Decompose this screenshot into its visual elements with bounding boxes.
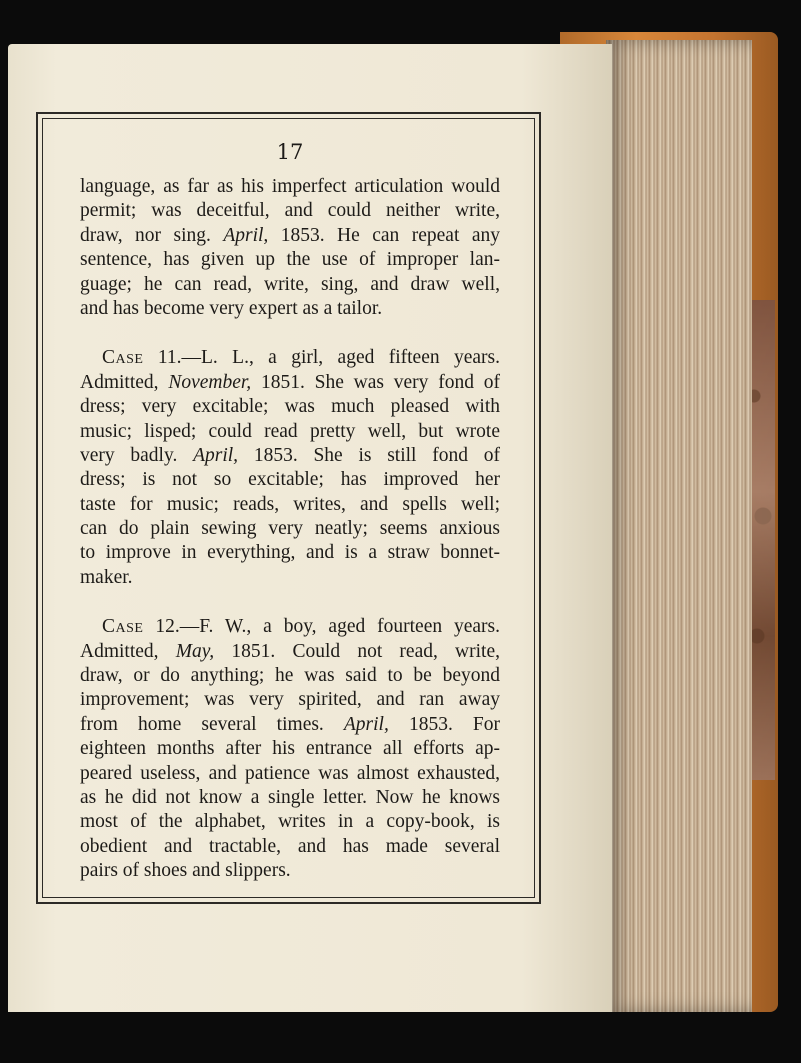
italic-date: April, xyxy=(193,444,239,466)
body-text xyxy=(80,175,500,884)
text-line: taste for music; reads, writes, and spells well; xyxy=(80,493,500,515)
italic-date: April, xyxy=(343,713,389,735)
text-line: dress; very excitable; was much pleased with xyxy=(80,396,500,418)
text-line xyxy=(80,371,500,395)
paragraph xyxy=(80,615,500,883)
case-label: Case xyxy=(102,347,144,369)
text-run: 1851. She was very fond of xyxy=(251,371,500,393)
text-line: eighteen months after his entrance all efforts ap- xyxy=(80,738,500,760)
text-line: guage; he can read, write, sing, and draw well, xyxy=(80,273,500,295)
text-line: improvement; was very spirited, and ran away xyxy=(80,689,500,711)
text-line: pairs of shoes and slippers. xyxy=(80,860,291,882)
paragraph xyxy=(80,175,500,321)
text-run: 1853. He can repeat any xyxy=(268,224,500,246)
text-line xyxy=(80,713,500,737)
text-line: peared useless, and patience was almost exhausted, xyxy=(80,762,500,784)
text-run: 1851. Could not read, write, xyxy=(214,640,500,662)
text-run: Admitted, xyxy=(80,640,176,662)
case-label: Case xyxy=(102,616,144,638)
page-number: 17 xyxy=(276,140,304,164)
text-line xyxy=(80,640,500,664)
text-line: maker. xyxy=(80,566,133,588)
text-run: Admitted, xyxy=(80,371,169,393)
text-line: as he did not know a single letter. Now he knows xyxy=(80,786,500,808)
text-line xyxy=(80,615,500,639)
text-run: 1853. For xyxy=(388,713,500,735)
text-line xyxy=(80,346,500,370)
text-line: and has become very expert as a tailor. xyxy=(80,297,383,319)
text-run: draw, nor sing. xyxy=(80,224,224,246)
text-line: music; lisped; could read pretty well, but wrote xyxy=(80,420,500,442)
text-line: most of the alphabet, writes in a copy-book, is xyxy=(80,811,500,833)
italic-date: November, xyxy=(168,371,252,393)
paragraph xyxy=(80,346,500,590)
text-run: 1853. She is still fond of xyxy=(238,444,500,466)
text-line: sentence, has given up the use of improper lan- xyxy=(80,249,500,271)
text-line: to improve in everything, and is a straw bonnet- xyxy=(80,542,500,564)
paragraph-gap xyxy=(80,590,500,615)
text-run: 12.—F. W., a boy, aged fourteen years. xyxy=(143,616,500,638)
text-line: can do plain sewing very neatly; seems anxious xyxy=(80,518,500,540)
text-run: from home several times. xyxy=(80,713,344,735)
text-line: obedient and tractable, and has made several xyxy=(80,835,500,857)
text-run: very badly. xyxy=(80,444,194,466)
text-run: 11.—L. L., a girl, aged fifteen years. xyxy=(143,347,500,369)
text-line: language, as far as his imperfect articulation would xyxy=(80,176,500,197)
italic-date: May, xyxy=(175,640,215,662)
text-line: permit; was deceitful, and could neither write, xyxy=(80,200,500,222)
page-edges xyxy=(606,40,752,1012)
text-line: dress; is not so excitable; has improved her xyxy=(80,469,500,491)
text-line: draw, or do anything; he was said to be beyond xyxy=(80,665,500,687)
text-line xyxy=(80,224,500,248)
italic-date: April, xyxy=(223,224,269,246)
paragraph-gap xyxy=(80,321,500,346)
text-line xyxy=(80,444,500,468)
